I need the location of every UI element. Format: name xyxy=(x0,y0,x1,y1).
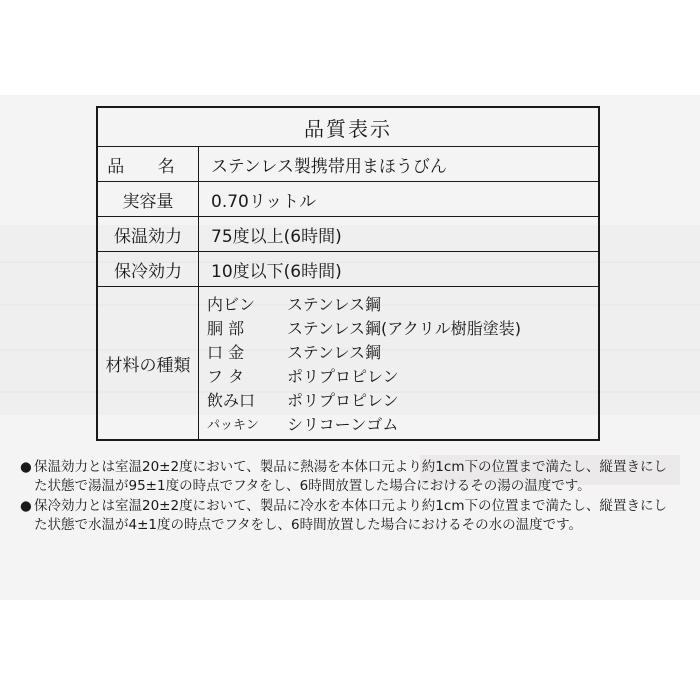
footnotes xyxy=(20,458,680,536)
material-name: ステンレス鋼 xyxy=(287,294,382,314)
row-value: ステンレス製携帯用まほうびん xyxy=(199,147,600,182)
table-row-heat-retention xyxy=(97,217,599,252)
material-name: ポリプロピレン xyxy=(287,390,399,410)
material-name: ステンレス鋼(アクリル樹脂塗装) xyxy=(287,318,522,338)
material-name: シリコーンゴム xyxy=(287,414,399,434)
footnote-cold-retention xyxy=(20,497,680,534)
material-name: ステンレス鋼 xyxy=(287,342,382,362)
material-name: ポリプロピレン xyxy=(287,366,399,386)
table-row-materials xyxy=(97,287,599,441)
material-line xyxy=(207,315,598,339)
row-label: 実容量 xyxy=(97,182,199,217)
row-label: 材料の種類 xyxy=(97,287,199,441)
material-part: パッキン xyxy=(207,417,259,433)
material-line xyxy=(207,411,598,435)
material-part: フ タ xyxy=(207,366,245,386)
footnote-heat-retention xyxy=(20,458,680,495)
quality-label-table xyxy=(96,106,600,441)
row-value: 0.70リットル xyxy=(199,182,600,217)
row-label: 保冷効力 xyxy=(97,252,199,287)
table-row-product-name xyxy=(97,147,599,182)
table-row-cold-retention xyxy=(97,252,599,287)
material-line xyxy=(207,339,598,363)
material-line xyxy=(207,387,598,411)
table-title: 品質表示 xyxy=(97,107,599,147)
material-part: 飲み口 xyxy=(207,390,256,410)
materials-list xyxy=(199,287,600,441)
material-part: 内ビン xyxy=(207,294,256,314)
material-part: 胴 部 xyxy=(207,318,245,338)
row-label: 品 名 xyxy=(97,147,199,182)
material-line xyxy=(207,291,598,315)
material-line xyxy=(207,363,598,387)
bullet-icon: ● xyxy=(20,498,32,514)
material-part: 口 金 xyxy=(207,342,245,362)
table-row-capacity xyxy=(97,182,599,217)
row-value: 75度以上(6時間) xyxy=(199,217,600,252)
row-label: 保温効力 xyxy=(97,217,199,252)
bullet-icon: ● xyxy=(20,459,32,475)
footnote-text: 保冷効力とは室温20±2度において、製品に冷水を本体口元より約1cm下の位置まで満たし、縦置きにした状態で水温が4±1度の時点でフタをし、6時間放置した場合におけるその水の温度です。 xyxy=(34,498,667,533)
row-value: 10度以下(6時間) xyxy=(199,252,600,287)
footnote-text: 保温効力とは室温20±2度において、製品に熱湯を本体口元より約1cm下の位置まで満たし、縦置きにした状態で湯温が95±1度の時点でフタをし、6時間放置した場合におけるその湯の温度です。 xyxy=(34,459,667,494)
